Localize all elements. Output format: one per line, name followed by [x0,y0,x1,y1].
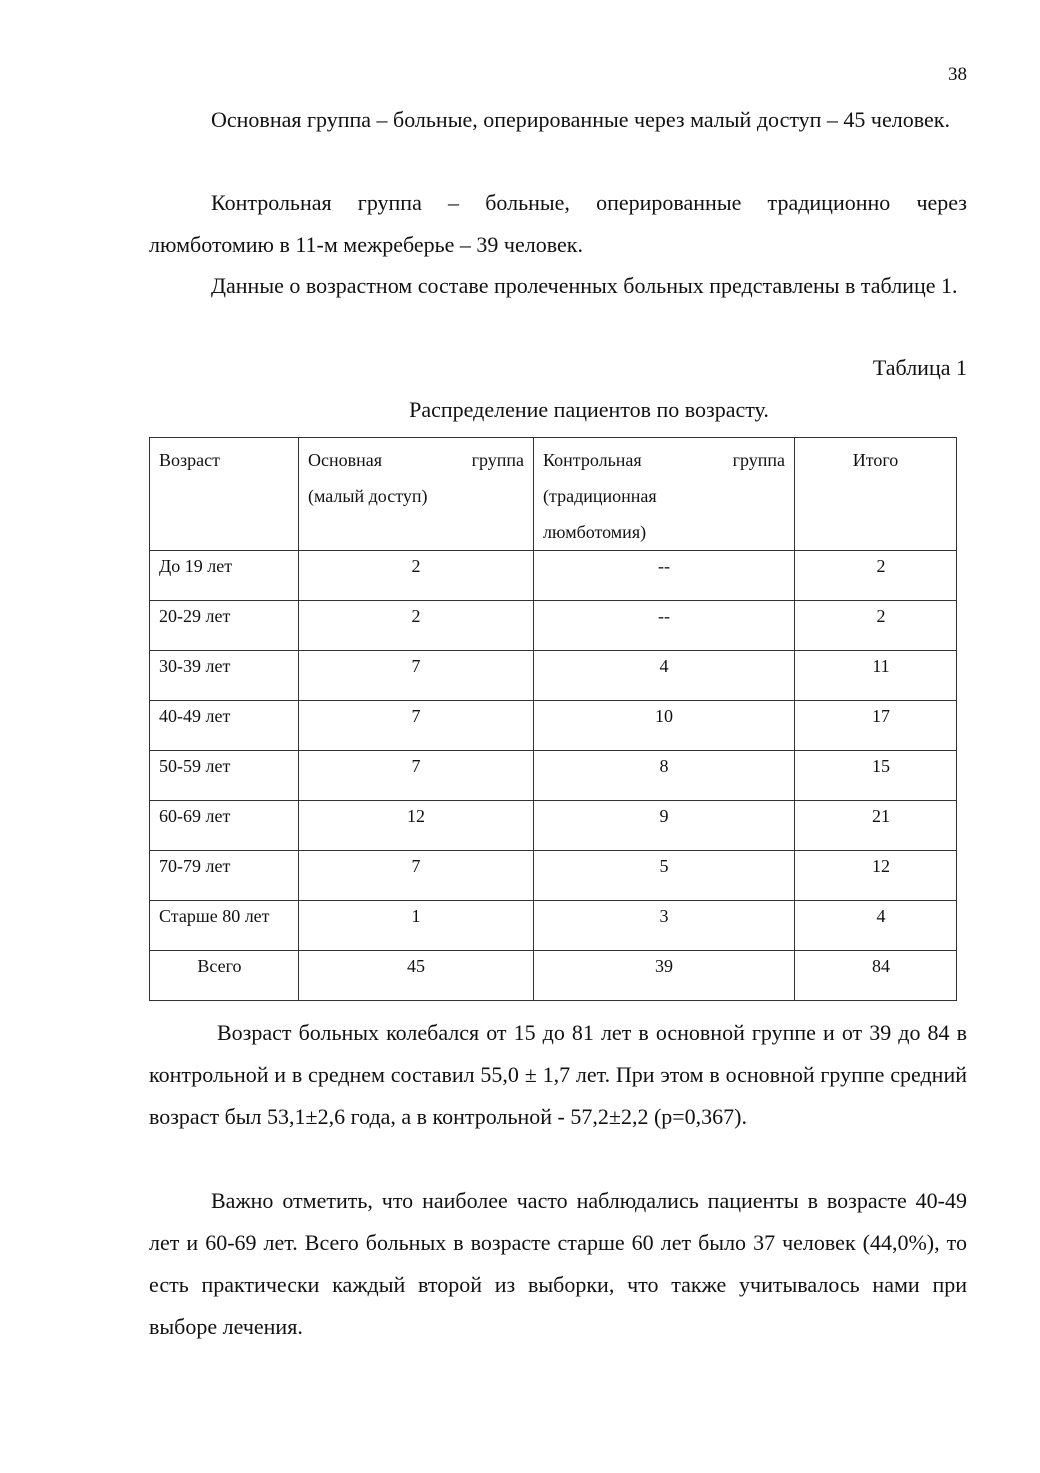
table-row [150,601,957,651]
cell-control: -- [534,551,795,601]
paragraph-table-intro-text: Данные о возрастном составе пролеченных больных представлены в таблице 1. [211,273,958,298]
cell-age: 70-79 лет [150,851,299,901]
cell-age: 50-59 лет [150,751,299,801]
age-distribution-table [149,437,957,1001]
cell-total: 17 [795,701,957,751]
cell-control: 10 [534,701,795,751]
cell-age: Старше 80 лет [150,901,299,951]
cell-total: 12 [795,851,957,901]
cell-main-total: 45 [299,951,534,1001]
paragraph-control-group [149,182,967,266]
cell-control: 9 [534,801,795,851]
cell-age-total: Всего [150,951,299,1001]
cell-main: 2 [299,601,534,651]
header-control-group [534,438,795,551]
cell-total: 2 [795,551,957,601]
cell-control: 4 [534,651,795,701]
paragraph-main-group-text: Основная группа – больные, оперированные через малый доступ – 45 человек. [211,107,950,132]
cell-age: 20-29 лет [150,601,299,651]
header-main-group-word2: группа [471,450,524,470]
paragraph-age-range [149,1012,967,1138]
table-row [150,551,957,601]
cell-main: 2 [299,551,534,601]
table-header-row [150,438,957,551]
cell-total: 4 [795,901,957,951]
header-control-group-sub1: (традиционная [543,486,657,506]
header-total [795,438,957,551]
header-total-text: Итого [852,450,899,470]
table-row [150,651,957,701]
cell-total: 21 [795,801,957,851]
table-row [150,901,957,951]
paragraph-age-range-text: Возраст больных колебался от 15 до 81 лет в основной группе и от 39 до 84 в контрольной и в среднем составил 55,0 ± 1,7 лет. При этом в основной группе средний возраст был 53,1±2,6 года, а в контрольной - 57,2±2,2 (p=0,367). [149,1020,967,1129]
cell-age: 40-49 лет [150,701,299,751]
paragraph-conclusion [149,1180,967,1348]
cell-total-total: 84 [795,951,957,1001]
header-main-group-word1: Основная [308,450,383,470]
cell-control-total: 39 [534,951,795,1001]
table-caption: Распределение пациентов по возрасту. [409,397,769,422]
table-row [150,701,957,751]
cell-total: 2 [795,601,957,651]
cell-age: До 19 лет [150,551,299,601]
cell-main: 7 [299,851,534,901]
cell-main: 7 [299,701,534,751]
cell-control: 5 [534,851,795,901]
cell-main: 7 [299,751,534,801]
cell-main: 1 [299,901,534,951]
cell-control: 8 [534,751,795,801]
cell-main: 12 [299,801,534,851]
header-control-group-sub2: люмботомия) [543,522,647,542]
cell-main: 7 [299,651,534,701]
cell-control: 3 [534,901,795,951]
cell-age: 30-39 лет [150,651,299,701]
header-main-group [299,438,534,551]
paragraph-main-group [149,99,967,141]
cell-age: 60-69 лет [150,801,299,851]
paragraph-conclusion-text: Важно отметить, что наиболее часто наблюдались пациенты в возрасте 40-49 лет и 60-69 лет. Всего больных в возрасте старше 60 лет было 37 человек (44,0%), то есть практически каждый второй из выборки, что также учитывалось нами при выборе лечения. [149,1188,967,1339]
header-main-group-sub: (малый доступ) [308,486,428,506]
header-age: Возраст [150,438,299,551]
table-row [150,851,957,901]
table-row [150,751,957,801]
cell-total: 15 [795,751,957,801]
paragraph-control-group-text: Контрольная группа – больные, оперированные традиционно через люмботомию в 11-м межреберье – 39 человек. [149,190,967,257]
page-number: 38 [948,64,967,85]
header-control-group-word1: Контрольная [543,450,642,470]
table-row [150,801,957,851]
table-label: Таблица 1 [872,355,967,380]
paragraph-table-intro [149,265,967,307]
header-control-group-word2: группа [732,450,785,470]
cell-control: -- [534,601,795,651]
table-total-row [150,951,957,1001]
cell-total: 11 [795,651,957,701]
